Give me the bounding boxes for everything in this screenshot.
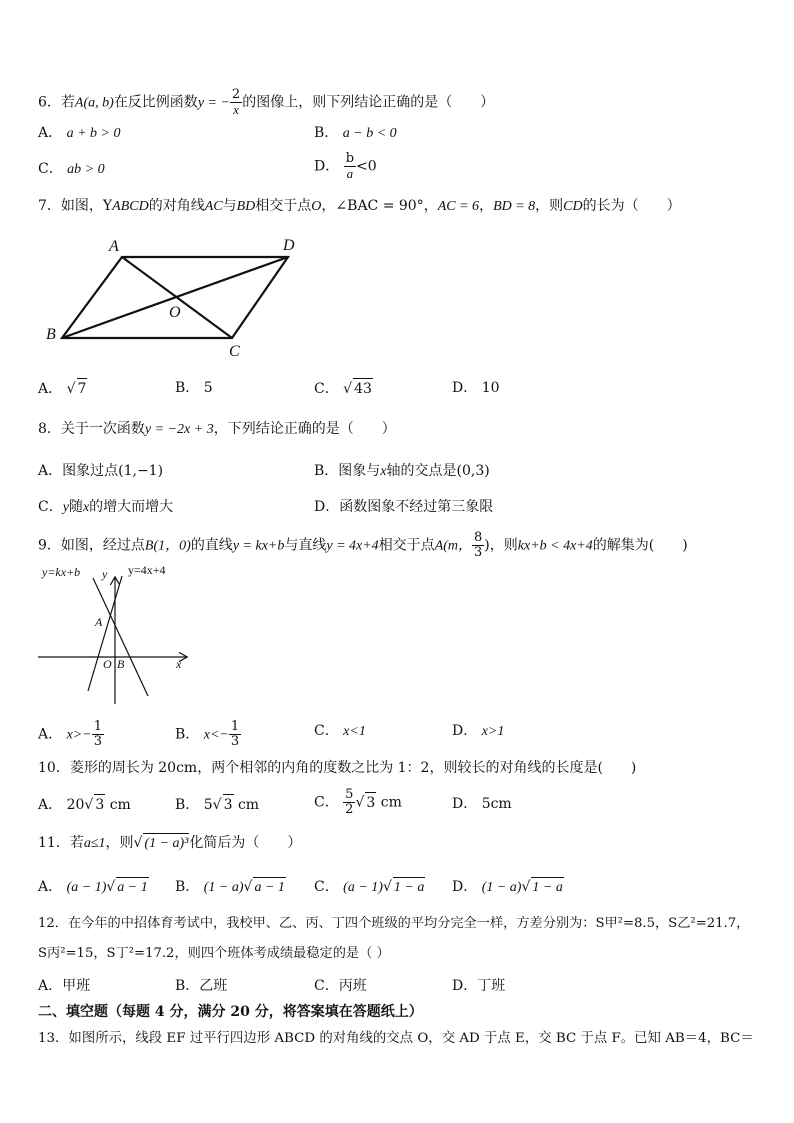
q12-option-a: A．甲班: [38, 978, 91, 994]
q8-option-b: B．图象与x轴的交点是(0,3): [314, 463, 490, 479]
q8-option-d: D．函数图象不经过第三象限: [314, 499, 494, 515]
q12-stem-line1: 12．在今年的中招体育考试中，我校甲、乙、丙、丁四个班级的平均分完全一样，方差分别为：S甲²=8.5，S乙²=21.7，: [38, 916, 750, 931]
q11-option-b: B． (1 − a)√ a − 1: [175, 877, 286, 898]
q12-stem-line2: S丙²=15，S丁²=17.2，则四个班体考成绩最稳定的是（ ）: [38, 946, 390, 961]
q8-stem: 8．关于一次函数y = −2x + 3，下列结论正确的是（ ）: [38, 421, 396, 437]
q11-stem: 11．若a≤1，则√ (1 − a)³化简后为（ ）: [38, 833, 301, 854]
q7-option-a: A． √ 7: [38, 378, 87, 399]
q7-parallelogram-figure: [36, 232, 316, 364]
q9-option-a: A． x>− $\frac{1}{3}$: [38, 719, 102, 749]
q7-option-c: C． √ 43: [314, 378, 373, 399]
q7-stem: 7．如图，YABCD的对角线AC与BD相交于点O，∠BAC = 90°，AC = 6，BD = 8，则CD的长为（ ）: [38, 198, 681, 214]
q11-option-d: D． (1 − a)√ 1 − a: [452, 877, 564, 898]
q7-label-c: C: [229, 343, 240, 360]
q10-stem: 10．菱形的周长为 20cm，两个相邻的内角的度数之比为 1：2，则较长的对角线的长度是( ): [38, 760, 637, 776]
q6-stem: 6．若A(a, b)在反比例函数y = − $\frac{2}{x}$ 的图像上，则下列结论正确的是（ ）: [38, 87, 495, 117]
q9-line-4x-4: [88, 576, 122, 691]
q10-option-d: D． 5cm: [452, 796, 512, 812]
q7-option-d: D． 10: [452, 380, 500, 396]
q11-option-c: C． (a − 1)√ 1 − a: [314, 877, 425, 898]
q6-option-b: B． a − b < 0: [314, 125, 397, 141]
q8-option-c: C．y随x的增大而增大: [38, 499, 174, 515]
q6-option-a: A． a + b > 0: [38, 125, 121, 141]
q7-label-b: B: [46, 326, 56, 343]
q9-label-a: A: [95, 615, 103, 629]
q9-line-kx-b: [93, 578, 148, 696]
q9-label-b: B: [117, 657, 125, 671]
q9-option-b: B． x<− $\frac{1}{3}$: [175, 719, 240, 749]
q9-option-d: D． x>1: [452, 723, 505, 739]
q9-stem: 9．如图，经过点B(1，0)的直线y = kx+b与直线y = 4x+4相交于点A(m， $\frac{8}{3}$ )，则kx+b < 4x+4的解集为( ): [38, 530, 688, 560]
q10-option-c: C． $\frac{5}{2}$ √ 3 cm: [314, 787, 402, 817]
q7-label-o: O: [169, 304, 181, 321]
q12-option-b: B．乙班: [175, 978, 228, 994]
q10-option-a: A． 20√ 3 cm: [38, 794, 131, 815]
q8-option-a: A．图象过点(1,−1): [38, 463, 164, 479]
q9-label-line1: y=kx+b: [42, 565, 81, 579]
q7-label-d: D: [283, 237, 295, 254]
q12-option-d: D．丁班: [452, 978, 506, 994]
q9-label-x: x: [176, 657, 182, 671]
q6-option-c: C． ab > 0: [38, 161, 105, 177]
q6-option-d: D． $\frac{b}{a}$ <0: [314, 151, 377, 181]
q9-label-y: y: [102, 567, 108, 581]
q9-graph-figure: [36, 564, 196, 712]
q13-stem: 13．如图所示，线段 EF 过平行四边形 ABCD 的对角线的交点 O，交 AD 于点 E，交 BC 于点 F。已知 AB＝4，BC＝: [38, 1031, 754, 1046]
q7-diagonal-bd: [62, 257, 288, 338]
q11-option-a: A． (a − 1)√ a − 1: [38, 877, 149, 898]
section-2-heading: 二、填空题（每题 4 分，满分 20 分，将答案填在答题纸上）: [38, 1004, 423, 1020]
q9-label-o: O: [103, 657, 112, 671]
q7-label-a: A: [109, 238, 119, 255]
q6-fraction: $\frac{2}{x}$: [231, 87, 241, 117]
q9-option-c: C． x<1: [314, 723, 366, 739]
q9-label-line2: y=4x+4: [128, 564, 166, 577]
q10-option-b: B． 5√ 3 cm: [175, 794, 259, 815]
q12-option-c: C．丙班: [314, 978, 367, 994]
q7-option-b: B． 5: [175, 380, 213, 396]
